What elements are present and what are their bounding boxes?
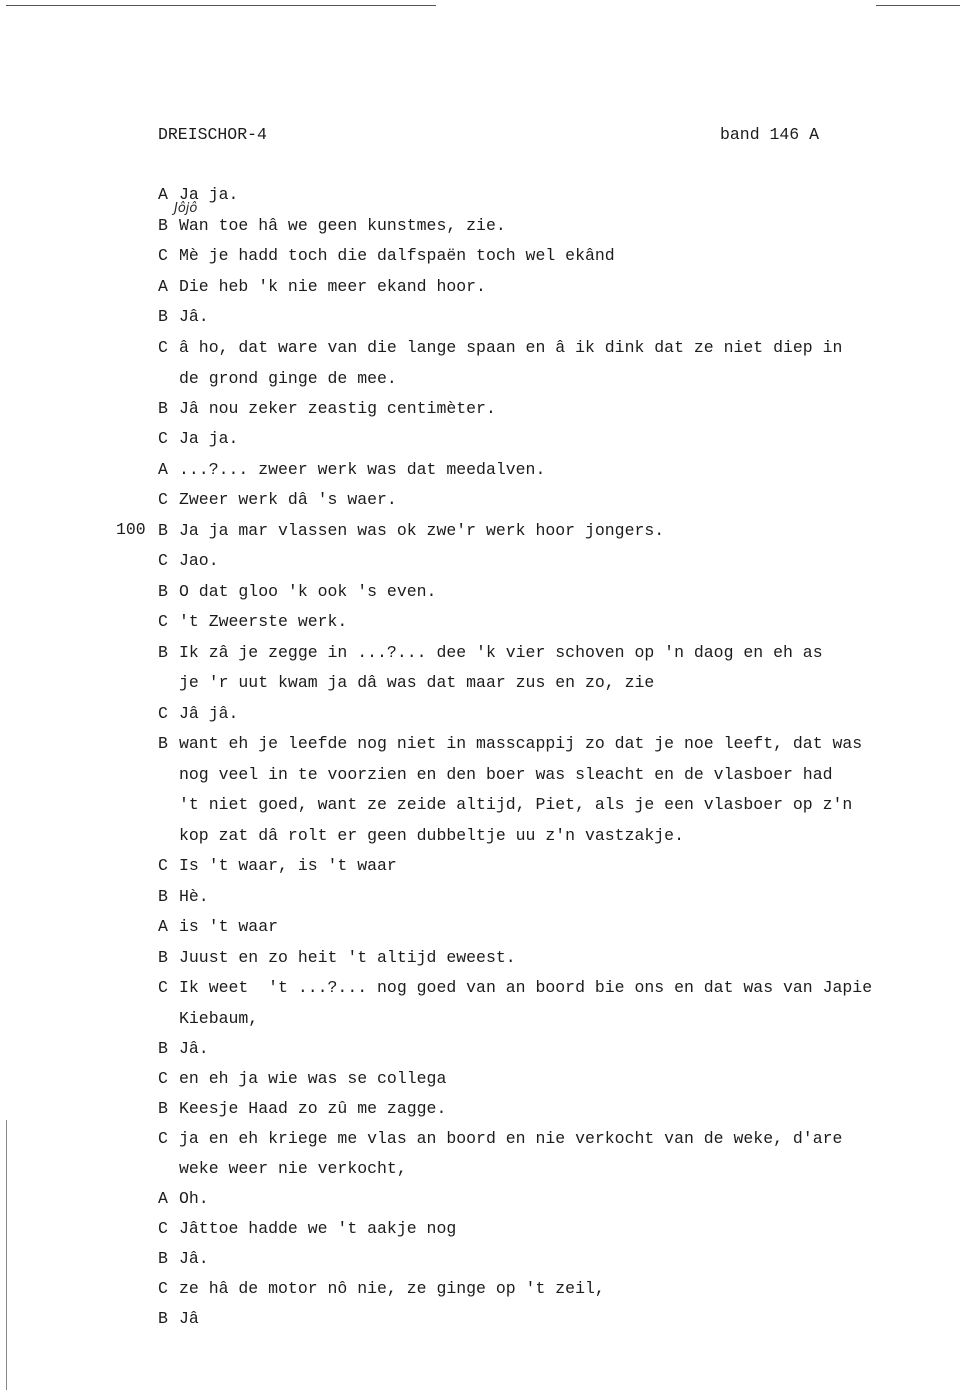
transcript-line (158, 216, 958, 236)
utterance-text: Jâ jâ. (179, 704, 239, 723)
speaker-label: B (158, 399, 168, 418)
utterance-text: 't niet goed, want ze zeide altijd, Piet, als je een vlasboer op z'n (179, 795, 853, 814)
transcript-line (158, 978, 958, 998)
transcript-line (158, 734, 958, 754)
left-margin-mark (6, 1120, 7, 1390)
speaker-label: B (158, 1099, 168, 1118)
speaker-label: B (158, 734, 168, 753)
speaker-label: B (158, 521, 168, 540)
utterance-text: Mè je hadd toch die dalfspaën toch wel ekând (179, 246, 615, 265)
utterance-text: Jâ. (179, 1039, 209, 1058)
speaker-label: C (158, 1219, 168, 1238)
transcript-line (158, 1279, 958, 1299)
utterance-text: want eh je leefde nog niet in masscappij zo dat je noe leeft, dat was (179, 734, 863, 753)
utterance-text: Juust en zo heit 't altijd eweest. (179, 948, 516, 967)
transcript-line (158, 277, 958, 297)
transcript-line (158, 1099, 958, 1119)
transcript-continuation (158, 673, 966, 693)
line-number: 100 (116, 520, 146, 539)
transcript-continuation (158, 1009, 966, 1029)
utterance-text: Hè. (179, 887, 209, 906)
transcript-line (158, 490, 958, 510)
top-edge-rule-left (6, 5, 436, 6)
transcript-continuation (158, 1159, 966, 1179)
speaker-label: C (158, 338, 168, 357)
utterance-text: 't Zweerste werk. (179, 612, 348, 631)
speaker-label: B (158, 1039, 168, 1058)
speaker-label: C (158, 1129, 168, 1148)
utterance-text: kop zat dâ rolt er geen dubbeltje uu z'n vastzakje. (179, 826, 684, 845)
speaker-label: A (158, 460, 168, 479)
top-edge-rule-right (876, 5, 960, 6)
speaker-label: A (158, 277, 168, 296)
utterance-text: Jâ. (179, 1249, 209, 1268)
utterance-text: Ja ja. (179, 185, 239, 204)
transcript-line (158, 1219, 958, 1239)
utterance-text: Is 't waar, is 't waar (179, 856, 397, 875)
utterance-text: Ik zâ je zegge in ...?... dee 'k vier schoven op 'n daog en eh as (179, 643, 823, 662)
utterance-text: Jao. (179, 551, 219, 570)
transcript-line (158, 429, 958, 449)
transcript-line (158, 704, 958, 724)
document-title: DREISCHOR-4 (158, 125, 267, 144)
transcript-line (158, 185, 958, 205)
transcript-line (158, 948, 958, 968)
transcript-line (158, 246, 958, 266)
utterance-text: is 't waar (179, 917, 279, 936)
speaker-label: A (158, 1189, 168, 1208)
utterance-text: Die heb 'k nie meer ekand hoor. (179, 277, 486, 296)
utterance-text: je 'r uut kwam ja dâ was dat maar zus en zo, zie (179, 673, 655, 692)
speaker-label: A (158, 917, 168, 936)
speaker-label: A (158, 185, 168, 204)
transcript-line (158, 643, 958, 663)
transcript-line (158, 582, 958, 602)
utterance-text: Jâ. (179, 307, 209, 326)
utterance-text: ja en eh kriege me vlas an boord en nie verkocht van de weke, d'are (179, 1129, 843, 1148)
transcript-line (158, 1249, 958, 1269)
speaker-label: C (158, 612, 168, 631)
utterance-text: â ho, dat ware van die lange spaan en â ik dink dat ze niet diep in (179, 338, 843, 357)
speaker-label: C (158, 704, 168, 723)
utterance-text: Zweer werk dâ 's waer. (179, 490, 397, 509)
transcript-line (158, 399, 958, 419)
speaker-label: C (158, 551, 168, 570)
utterance-text: ...?... zweer werk was dat meedalven. (179, 460, 546, 479)
utterance-text: O dat gloo 'k ook 's even. (179, 582, 437, 601)
speaker-label: B (158, 307, 168, 326)
speaker-label: B (158, 643, 168, 662)
speaker-label: B (158, 582, 168, 601)
speaker-label: C (158, 1279, 168, 1298)
transcript-line (158, 460, 958, 480)
transcript-line (158, 1309, 958, 1329)
transcript-line (158, 887, 958, 907)
utterance-text: nog veel in te voorzien en den boer was sleacht en de vlasboer had (179, 765, 833, 784)
transcript-continuation (158, 369, 966, 389)
utterance-text: Jâttoe hadde we 't aakje nog (179, 1219, 457, 1238)
transcript-line (158, 338, 958, 358)
utterance-text: Oh. (179, 1189, 209, 1208)
speaker-label: B (158, 1309, 168, 1328)
speaker-label: B (158, 948, 168, 967)
utterance-text: Ja ja. (179, 429, 239, 448)
transcript-line (158, 551, 958, 571)
transcript-continuation (158, 795, 966, 815)
utterance-text: weke weer nie verkocht, (179, 1159, 407, 1178)
speaker-label: B (158, 1249, 168, 1268)
speaker-label: C (158, 490, 168, 509)
speaker-label: B (158, 216, 168, 235)
transcript-continuation (158, 826, 966, 846)
transcript-line (158, 1129, 958, 1149)
speaker-label: C (158, 856, 168, 875)
speaker-label: B (158, 887, 168, 906)
utterance-text: Keesje Haad zo zû me zagge. (179, 1099, 447, 1118)
utterance-text: Kiebaum, (179, 1009, 259, 1028)
speaker-label: C (158, 246, 168, 265)
utterance-text: Jâ nou zeker zeastig centimèter. (179, 399, 496, 418)
utterance-text: Jâ (179, 1309, 199, 1328)
transcript-line (158, 521, 958, 541)
utterance-text: Ja ja mar vlassen was ok zwe'r werk hoor jongers. (179, 521, 665, 540)
utterance-text: Ik weet 't ...?... nog goed van an boord bie ons en dat was van Japie (179, 978, 873, 997)
transcript-line (158, 856, 958, 876)
transcript-line (158, 917, 958, 937)
band-label: band 146 A (720, 125, 820, 144)
transcript-line (158, 1039, 958, 1059)
utterance-text: en eh ja wie was se collega (179, 1069, 447, 1088)
speaker-label: C (158, 1069, 168, 1088)
transcript-line (158, 307, 958, 327)
transcript-continuation (158, 765, 966, 785)
speaker-label: C (158, 429, 168, 448)
transcript-line (158, 1189, 958, 1209)
utterance-text: ze hâ de motor nô nie, ze ginge op 't zeil, (179, 1279, 605, 1298)
speaker-label: C (158, 978, 168, 997)
transcript-line (158, 1069, 958, 1089)
handwritten-annotation: Jôjô (174, 201, 198, 216)
utterance-text: de grond ginge de mee. (179, 369, 397, 388)
utterance-text: Wan toe hâ we geen kunstmes, zie. (179, 216, 506, 235)
transcript-line (158, 612, 958, 632)
